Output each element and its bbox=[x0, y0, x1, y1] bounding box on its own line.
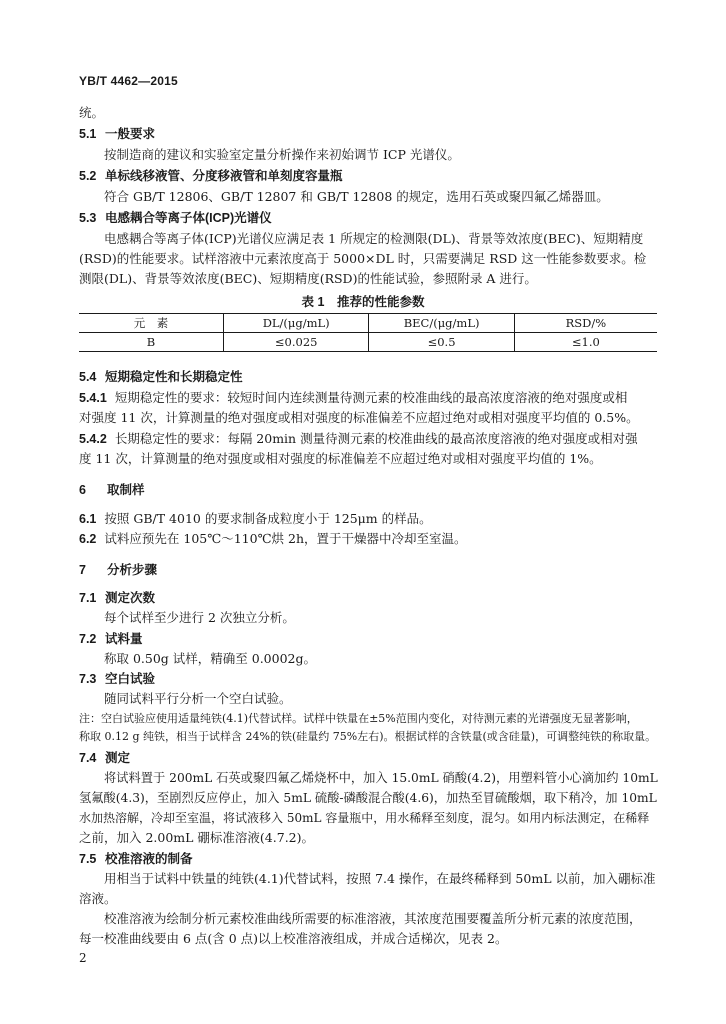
section-7-3-heading: 7.3 空白试验 bbox=[79, 672, 156, 686]
section-7-5-heading: 7.5 校准溶液的制备 bbox=[79, 852, 193, 866]
page-number: 2 bbox=[79, 951, 87, 965]
section-7-5-line-2: 溶液。 bbox=[79, 891, 117, 906]
section-5-4-2-line-2: 度 11 次，计算测量的绝对强度或相对强度的标准偏差不应超过绝对或相对强度平均值的 1%。 bbox=[79, 451, 602, 466]
standard-code-header: YB/T 4462—2015 bbox=[79, 74, 178, 88]
section-5-3-line-1: 电感耦合等离子体(ICP)光谱仪应满足表 1 所规定的检测限(DL)、背景等效浓度(BEC)、短期精度 bbox=[104, 231, 644, 246]
section-7-1-heading: 7.1 测定次数 bbox=[79, 591, 156, 605]
table-cell: ≤0.5 bbox=[369, 333, 514, 352]
section-7-4-line-4: 之前，加入 2.00mL 硼标准溶液(4.7.2)。 bbox=[79, 830, 314, 845]
section-7-3-text: 随同试料平行分析一个空白试验。 bbox=[104, 691, 292, 706]
table-header-row bbox=[79, 314, 657, 333]
section-7-1-text: 每个试样至少进行 2 次独立分析。 bbox=[104, 610, 295, 625]
section-5-2-heading: 5.2 单标线移液管、分度移液管和单刻度容量瓶 bbox=[79, 169, 343, 183]
section-7-2-heading: 7.2 试料量 bbox=[79, 632, 143, 646]
section-7-3-note-line-1: 注：空白试验应使用适量纯铁(4.1)代替试样。试样中铁量在±5%范围内变化，对待测元素的光谱强度无显著影响， bbox=[79, 712, 638, 725]
section-5-1-text: 按制造商的建议和实验室定量分析操作来初始调节 ICP 光谱仪。 bbox=[104, 147, 460, 162]
section-5-3-line-3: 测限(DL)、背景等效浓度(BEC)、短期精度(RSD)的性能试验，参照附录 A 进行。 bbox=[79, 271, 537, 286]
table-header-cell: 元 素 bbox=[79, 314, 224, 333]
table-cell: ≤1.0 bbox=[514, 333, 657, 352]
section-7-5-line-3: 校准溶液为绘制分析元素校准曲线所需要的标准溶液，其浓度范围要覆盖所分析元素的浓度范围， bbox=[104, 911, 642, 926]
section-5-3-line-2: (RSD)的性能要求。试样溶液中元素浓度高于 5000×DL 时，只需要满足 RSD 这一性能参数要求。检 bbox=[79, 251, 647, 266]
section-7-heading: 7 分析步骤 bbox=[79, 563, 158, 577]
section-6-heading: 6 取制样 bbox=[79, 483, 145, 497]
section-5-1-heading: 5.1 一般要求 bbox=[79, 127, 156, 141]
table-1 bbox=[79, 313, 657, 352]
section-5-4-heading: 5.4 短期稳定性和长期稳定性 bbox=[79, 370, 243, 384]
section-5-4-2-line-1: 5.4.2 长期稳定性的要求：每隔 20min 测量待测元素的校准曲线的最高浓度溶液的绝对强度或相对强 bbox=[79, 431, 638, 446]
section-7-4-line-3: 水加热溶解，冷却至室温，将试液移入 50mL 容量瓶中，用水稀释至刻度，混匀。如用内标法测定，在稀释 bbox=[79, 811, 650, 825]
table-cell: B bbox=[79, 333, 224, 352]
table-header-cell: RSD/% bbox=[514, 314, 657, 333]
table-header-cell: DL/(μg/mL) bbox=[224, 314, 369, 333]
section-7-4-line-1: 将试料置于 200mL 石英或聚四氟乙烯烧杯中，加入 15.0mL 硝酸(4.2)，用塑料管小心滴加约 10mL bbox=[104, 771, 658, 785]
section-7-2-text: 称取 0.50g 试样，精确至 0.0002g。 bbox=[104, 651, 316, 666]
section-6-1-text: 6.1 按照 GB/T 4010 的要求制备成粒度小于 125μm 的样品。 bbox=[79, 511, 432, 526]
table-1-caption: 表 1 推荐的性能参数 bbox=[301, 295, 425, 309]
table-cell: ≤0.025 bbox=[224, 333, 369, 352]
table-row bbox=[79, 333, 657, 352]
section-5-2-text: 符合 GB/T 12806、GB/T 12807 和 GB/T 12808 的规定，选用石英或聚四氟乙烯器皿。 bbox=[104, 189, 609, 204]
table-header-cell: BEC/(μg/mL) bbox=[369, 314, 514, 333]
section-5-3-heading: 5.3 电感耦合等离子体(ICP)光谱仪 bbox=[79, 211, 272, 225]
section-7-4-line-2: 氢氟酸(4.3)，至剧烈反应停止，加入 5mL 硫酸-磷酸混合酸(4.6)，加热至冒硫酸烟，取下稍冷，加 10mL bbox=[79, 791, 657, 805]
section-7-3-note-line-2: 称取 0.12 g 纯铁，相当于试样含 24%的铁(硅量约 75%左右)。根据试样的含铁量(或含硅量)，可调整纯铁的称取量。 bbox=[79, 730, 657, 743]
section-6-2-text: 6.2 试料应预先在 105℃～110℃烘 2h，置于干燥器中冷却至室温。 bbox=[79, 531, 467, 546]
section-7-5-line-4: 每一校准曲线要由 6 点(含 0 点)以上校准溶液组成，并成合适梯次，见表 2。 bbox=[79, 931, 508, 946]
section-7-4-heading: 7.4 测定 bbox=[79, 751, 131, 765]
section-5-4-1-line-2: 对强度 11 次，计算测量的绝对强度或相对强度的标准偏差不应超过绝对或相对强度平均值的 0.5%。 bbox=[79, 410, 639, 425]
continuation-text: 统。 bbox=[79, 105, 105, 120]
section-5-4-1-line-1: 5.4.1 短期稳定性的要求：较短时间内连续测量待测元素的校准曲线的最高浓度溶液的绝对强度或相 bbox=[79, 390, 628, 405]
section-7-5-line-1: 用相当于试料中铁量的纯铁(4.1)代替试料，按照 7.4 操作，在最终稀释到 50mL 以前，加入硼标准 bbox=[104, 871, 656, 886]
